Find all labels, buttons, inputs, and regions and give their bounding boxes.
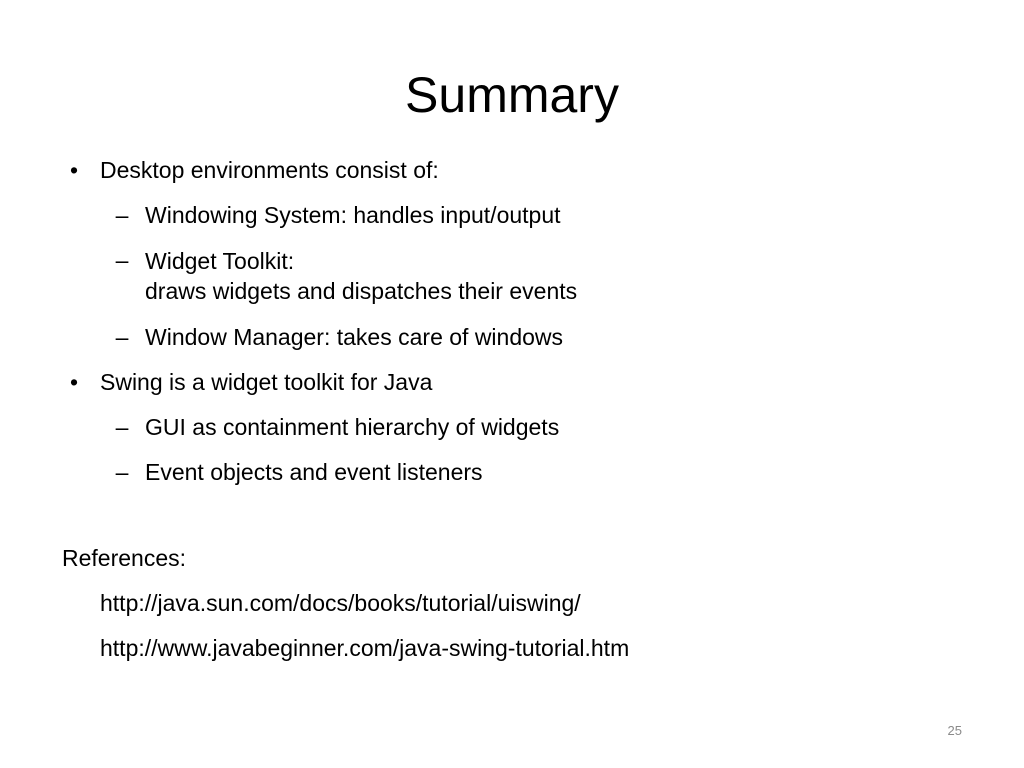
dash-marker: – xyxy=(115,324,129,350)
sub-bullet-item xyxy=(62,323,982,351)
dash-marker: – xyxy=(115,459,129,485)
references-heading: References: xyxy=(62,545,187,571)
slide-body xyxy=(62,156,982,679)
bullet-item xyxy=(62,368,982,396)
sub-bullet-text: Widget Toolkit: xyxy=(145,248,295,274)
slide-title: Summary xyxy=(405,67,619,123)
sub-bullet-item xyxy=(62,246,982,306)
sub-bullet-item xyxy=(62,413,982,441)
sub-bullet-text: Event objects and event listeners xyxy=(145,459,483,485)
bullet-text: Desktop environments consist of: xyxy=(100,157,439,183)
spacer xyxy=(62,503,982,544)
sub-bullet-text: GUI as containment hierarchy of widgets xyxy=(145,414,560,440)
bullet-marker: • xyxy=(69,157,79,183)
dash-marker: – xyxy=(115,247,129,273)
sub-bullet-item xyxy=(62,201,982,229)
bullet-text: Swing is a widget toolkit for Java xyxy=(100,369,433,395)
reference-link[interactable]: http://java.sun.com/docs/books/tutorial/uiswing/ xyxy=(100,590,581,616)
sub-bullet-text: Windowing System: handles input/output xyxy=(145,202,561,228)
reference-link[interactable]: http://www.javabeginner.com/java-swing-tutorial.htm xyxy=(100,635,630,661)
dash-marker: – xyxy=(115,414,129,440)
dash-marker: – xyxy=(115,202,129,228)
sub-bullet-item xyxy=(62,458,982,486)
bullet-item xyxy=(62,156,982,184)
sub-bullet-text: Window Manager: takes care of windows xyxy=(145,324,564,350)
bullet-marker: • xyxy=(69,369,79,395)
page-number: 25 xyxy=(947,723,962,738)
sub-bullet-text-continuation: draws widgets and dispatches their events xyxy=(145,278,578,304)
